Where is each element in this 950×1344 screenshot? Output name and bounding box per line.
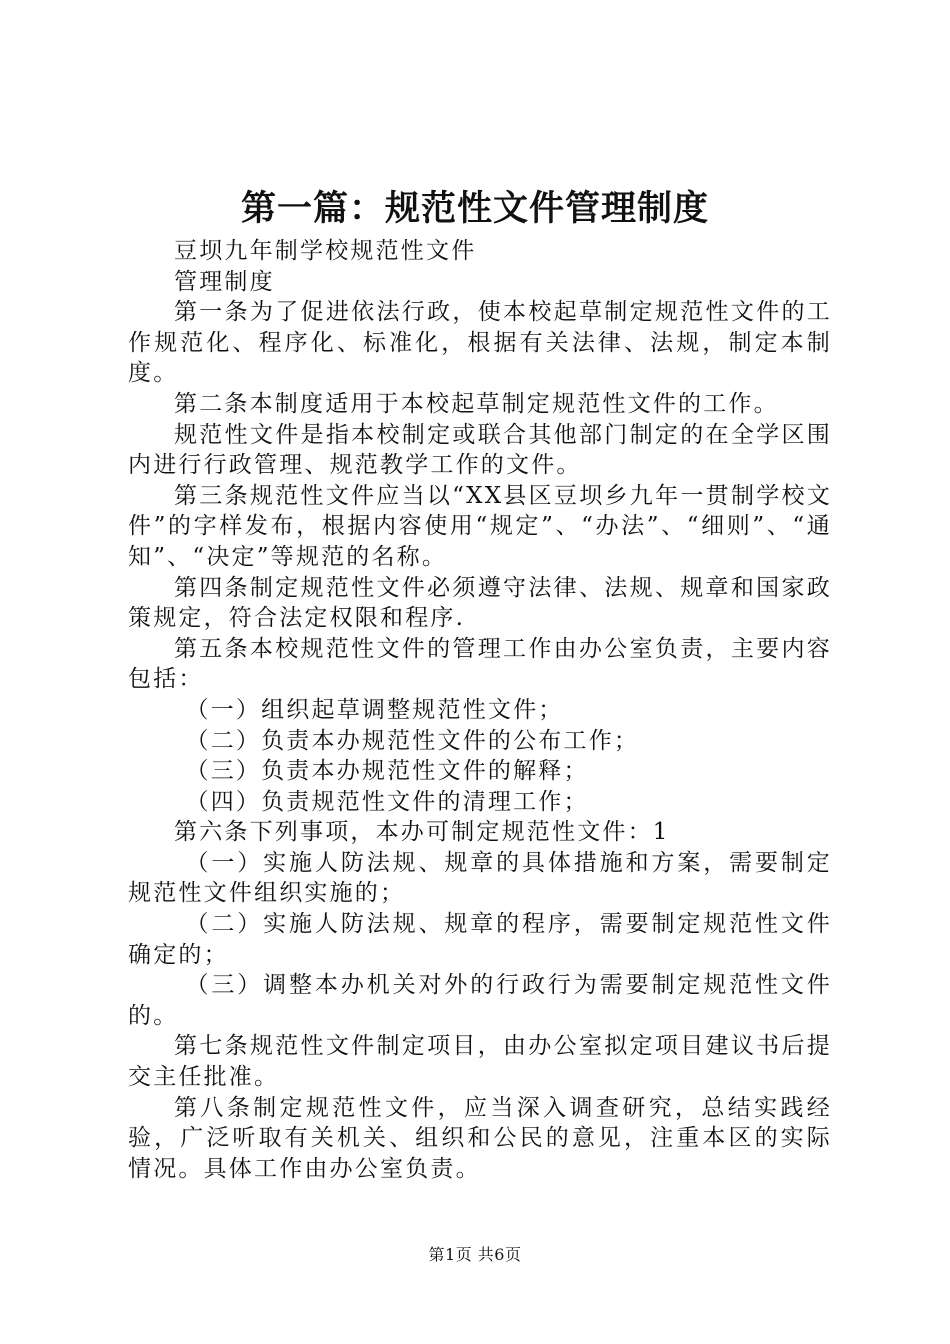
list-item: （三）调整本办机关对外的行政行为需要制定规范性文件的。: [128, 972, 832, 1029]
document-body: [128, 236, 832, 1184]
list-item: （一）实施人防法规、规章的具体措施和方案，需要制定规范性文件组织实施的；: [128, 849, 832, 907]
page-title: 第一篇：规范性文件管理制度: [240, 189, 709, 229]
list-item: （四）负责规范性文件的清理工作；: [185, 788, 589, 815]
paragraph-subtitle: 管理制度: [174, 268, 275, 295]
paragraph-article-2: 第二条本制度适用于本校起草制定规范性文件的工作。: [174, 390, 779, 417]
paragraph-article-8: 第八条制定规范性文件，应当深入调查研究，总结实践经验，广泛听取有关机关、组织和公民的意见，注重本区的实际情况。具体工作由办公室负责。: [128, 1094, 832, 1182]
list-item: （二）负责本办规范性文件的公布工作；: [185, 727, 640, 754]
paragraph-article-1: 第一条为了促进依法行政，使本校起草制定规范性文件的工作规范化、程序化、标准化，根据有关法律、法规，制定本制度。: [128, 299, 832, 387]
paragraph-article-6: 第六条下列事项，本办可制定规范性文件：1: [174, 819, 670, 846]
list-item: （三）负责本办规范性文件的解释；: [185, 758, 589, 785]
page-number: 第1页 共6页: [428, 1245, 522, 1264]
list-item: （二）实施人防法规、规章的程序，需要制定规范性文件确定的；: [128, 911, 832, 968]
list-item: （一）组织起草调整规范性文件；: [185, 696, 564, 723]
paragraph-article-5: 第五条本校规范性文件的管理工作由办公室负责，主要内容包括：: [128, 635, 832, 693]
paragraph-article-3: 第三条规范性文件应当以“XX县区豆坝乡九年一贯制学校文件”的字样发布，根据内容使用“规定”、“办法”、“细则”、“通知”、“决定”等规范的名称。: [128, 482, 832, 570]
paragraph-article-7: 第七条规范性文件制定项目，由办公室拟定项目建议书后提交主任批准。: [128, 1033, 832, 1091]
paragraph-article-4: 第四条制定规范性文件必须遵守法律、法规、规章和国家政策规定，符合法定权限和程序.: [128, 574, 832, 632]
paragraph-definition: 规范性文件是指本校制定或联合其他部门制定的在全学区围内进行行政管理、规范教学工作的文件。: [128, 421, 832, 479]
paragraph-school-name: 豆坝九年制学校规范性文件: [174, 238, 477, 264]
